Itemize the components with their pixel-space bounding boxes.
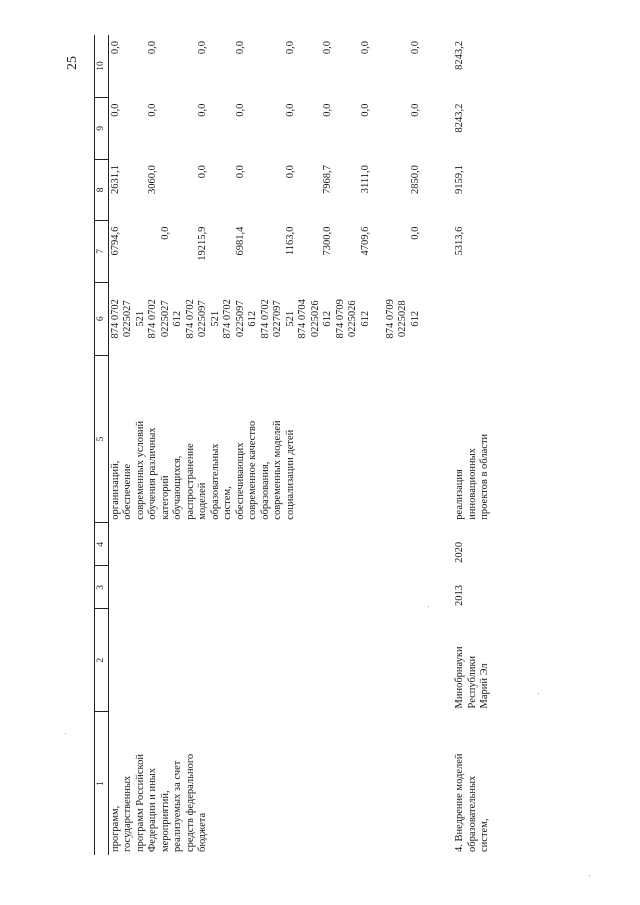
table-row xyxy=(453,35,493,855)
value-col9-cell: 8243,2 xyxy=(454,103,465,133)
header-row xyxy=(95,35,109,855)
header-cell: 10 xyxy=(95,35,109,98)
description-cell: организаций, обеспечение современных условий обучения различных категорий обучающихся, распространение моделей образовательных систем, обеспечивающих современное качество образования, современных моделей социализации детей xyxy=(109,420,296,520)
value-col7-cell: 5313,6 xyxy=(454,226,465,256)
scan-speck xyxy=(589,875,590,876)
start-year-cell: 2013 xyxy=(454,585,465,606)
program-name-cell: 4. Внедрение моделей образовательных систем, xyxy=(454,753,490,852)
budget-code-cell xyxy=(453,282,493,355)
value-col8-cell: 9159,1 xyxy=(454,165,465,194)
header-cell: 8 xyxy=(95,159,109,221)
page-number: 25 xyxy=(65,56,80,70)
description-cell: реализация инновационных проектов в области xyxy=(454,433,490,520)
header-cell: 1 xyxy=(95,712,109,856)
value-col8-cell: 2631,1 3060,0 0,0 0,0 0,0 7968,7 3111,0 2850,0 xyxy=(109,165,421,194)
budget-table xyxy=(94,35,493,855)
value-col10-cell: 0,0 0,0 0,0 0,0 0,0 0,0 0,0 0,0 xyxy=(109,41,421,55)
budget-code-cell: 874 0702 0225027 521 874 0702 0225027 612 874 0702 0225097 521 874 0702 0225097 612 874 0702 0227097 521 874 0704 0225026 612 874 0709 0225026 612 874 0709 0225028 612 xyxy=(109,299,421,339)
table-row xyxy=(108,35,453,855)
scan-speck xyxy=(65,733,66,734)
executor-cell: Минобрнауки Республики Марий Эл xyxy=(454,646,490,709)
value-col10-cell: 8243,2 xyxy=(454,41,465,70)
header-cell: 9 xyxy=(95,98,109,160)
header-cell: 3 xyxy=(95,566,109,609)
header-cell: 6 xyxy=(95,282,109,355)
end-year-cell: 2020 xyxy=(454,541,465,563)
rotated-table-container xyxy=(94,35,524,855)
header-cell: 7 xyxy=(95,221,109,283)
header-cell: 5 xyxy=(95,355,109,522)
end-year-cell xyxy=(108,523,453,566)
value-col7-cell: 6794,6 0,0 19215,9 6981,4 1163,0 7300,0 4709,6 0,0 xyxy=(109,226,421,261)
header-cell: 2 xyxy=(95,609,109,712)
value-col9-cell: 0,0 0,0 0,0 0,0 0,0 0,0 0,0 0,0 xyxy=(109,103,421,117)
header-cell: 4 xyxy=(95,523,109,566)
executor-cell xyxy=(108,609,453,712)
scan-speck xyxy=(428,606,429,607)
scan-speck xyxy=(538,693,539,694)
start-year-cell xyxy=(108,566,453,609)
program-name-cell: программ, государственных программ Российской Федерации и иных мероприятий, реализуемых за счет средств федерального бюджета xyxy=(109,753,208,852)
